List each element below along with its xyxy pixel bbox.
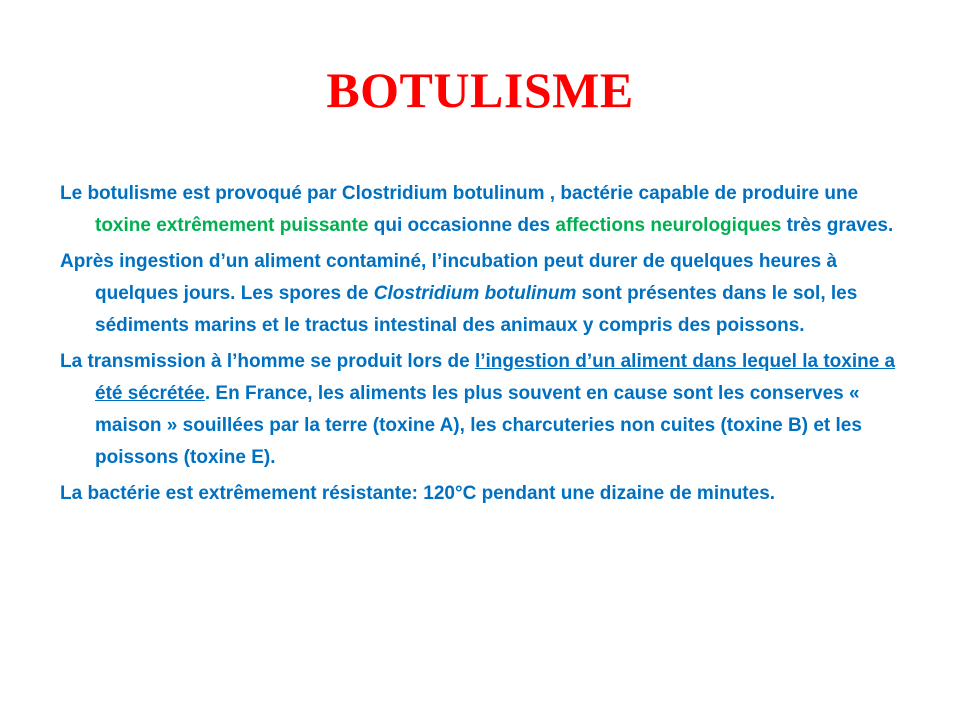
text-segment: Après ingestion d’un aliment contaminé, l’incubation peut durer de quelques heures à quelques jours. Les spores de — [60, 251, 838, 304]
text-segment: La transmission à l’homme se produit lors de — [60, 351, 475, 372]
paragraph-cause — [60, 178, 905, 242]
text-segment: . En France, les aliments les plus souvent en cause sont les conserves « maison » souillées par la terre (toxine A), les charcuteries non cuites (toxine B) et les poissons (toxine E). — [95, 383, 862, 468]
slide-body — [60, 178, 905, 514]
slide-title: BOTULISME — [326, 62, 634, 118]
highlight-toxin: toxine extrêmement puissante — [95, 215, 369, 236]
text-segment: La bactérie est extrêmement résistante: 120°C pendant une dizaine de minutes. — [60, 483, 776, 504]
underlined-phrase: l’ingestion d’un aliment dans lequel la toxine a été sécrétée — [95, 351, 896, 404]
paragraph-incubation — [60, 246, 905, 342]
text-segment: sont présentes dans le sol, les sédiments marins et le tractus intestinal des animaux y compris des poissons. — [95, 283, 858, 336]
text-segment: Le botulisme est provoqué par Clostridium botulinum , bactérie capable de produire une — [60, 183, 859, 204]
highlight-neuro: affections neurologiques — [555, 215, 782, 236]
paragraph-resistance — [60, 478, 905, 510]
paragraph-transmission — [60, 346, 905, 474]
species-name: Clostridium botulinum — [373, 283, 577, 304]
text-segment: très graves. — [781, 215, 894, 236]
text-segment: qui occasionne des — [368, 215, 556, 236]
